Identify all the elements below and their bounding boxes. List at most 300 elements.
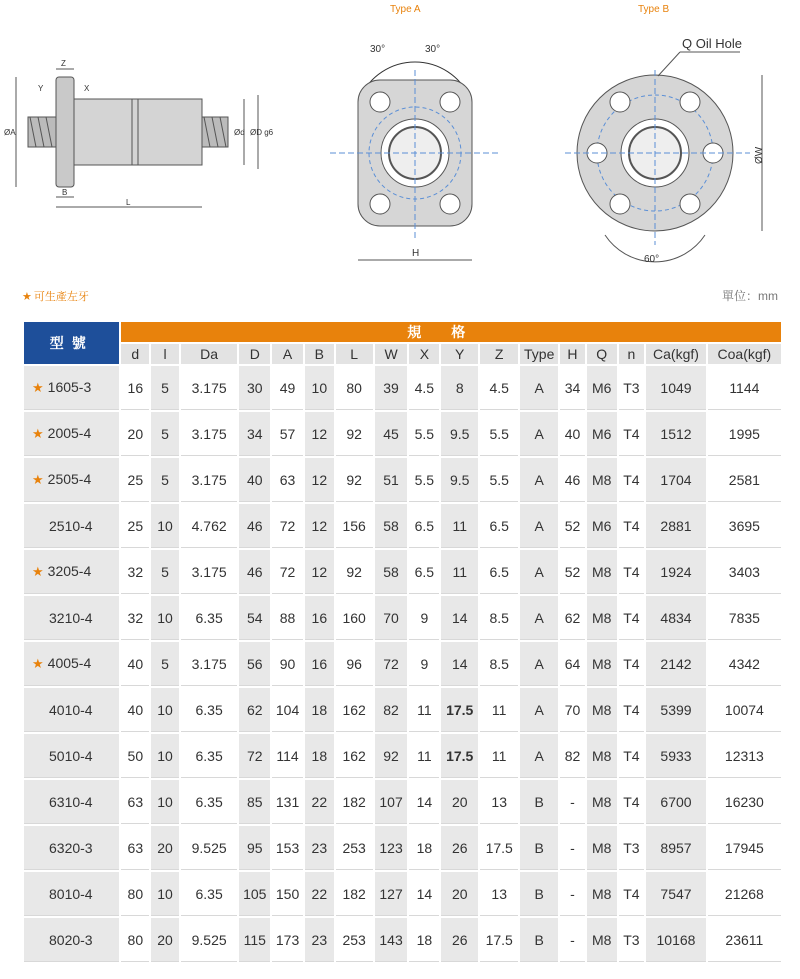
table-row: [24, 550, 781, 594]
spec-cell: 92: [336, 412, 373, 456]
model-cell: [24, 504, 119, 548]
left-thread-note-text: 可生產左牙: [33, 291, 89, 303]
table-row: [24, 872, 781, 916]
spec-cell: 82: [560, 734, 585, 778]
spec-cell: 10168: [646, 918, 706, 962]
model-number: 2505-4: [47, 471, 92, 487]
spec-cell: 104: [272, 688, 303, 732]
star-icon: ★: [32, 380, 44, 395]
spec-cell: 114: [272, 734, 303, 778]
column-header: n: [619, 344, 645, 364]
spec-cell: 3695: [708, 504, 781, 548]
spec-cell: 52: [560, 550, 585, 594]
column-header: Ca(kgf): [646, 344, 706, 364]
column-header: Z: [480, 344, 518, 364]
type-a-label: Type A: [390, 4, 421, 15]
spec-cell: 72: [272, 550, 303, 594]
unit-label: 單位：mm: [722, 289, 778, 303]
spec-cell: 23: [305, 918, 334, 962]
spec-cell: 143: [375, 918, 408, 962]
type-b-angle-label: 60°: [644, 254, 660, 265]
spec-cell: 5.5: [480, 458, 518, 502]
spec-cell: -: [560, 918, 585, 962]
spec-table: [22, 320, 783, 964]
column-header: Y: [441, 344, 478, 364]
spec-cell: 162: [336, 688, 373, 732]
spec-cell: T4: [619, 412, 645, 456]
spec-cell: M8: [587, 550, 617, 594]
column-header: X: [409, 344, 439, 364]
spec-cell: 107: [375, 780, 408, 824]
spec-cell: 11: [409, 734, 439, 778]
table-row: [24, 504, 781, 548]
column-header: Da: [181, 344, 237, 364]
spec-header: 規格: [121, 322, 781, 342]
spec-cell: 10: [151, 780, 179, 824]
spec-cell: 9.525: [181, 918, 237, 962]
spec-cell: M8: [587, 458, 617, 502]
spec-cell: 52: [560, 504, 585, 548]
spec-cell: M6: [587, 504, 617, 548]
spec-cell: 30: [239, 366, 270, 410]
spec-cell: 14: [409, 872, 439, 916]
spec-cell: 253: [336, 826, 373, 870]
column-header: H: [560, 344, 585, 364]
model-cell: [24, 596, 119, 640]
spec-cell: M6: [587, 412, 617, 456]
spec-cell: 5.5: [480, 412, 518, 456]
type-a-h-label: H: [412, 248, 420, 259]
spec-cell: 9.525: [181, 826, 237, 870]
model-cell: [24, 734, 119, 778]
dim-x-label: X: [84, 84, 90, 93]
model-cell: [24, 550, 119, 594]
spec-cell: M8: [587, 826, 617, 870]
spec-cell: 82: [375, 688, 408, 732]
dim-y-label: Y: [38, 84, 44, 93]
spec-cell: 1995: [708, 412, 781, 456]
spec-cell: 8.5: [480, 596, 518, 640]
spec-cell: 182: [336, 872, 373, 916]
star-icon: ★: [22, 291, 32, 303]
model-number: 2510-4: [49, 517, 93, 534]
table-row: [24, 734, 781, 778]
spec-cell: 9: [409, 642, 439, 686]
spec-cell: 9.5: [441, 412, 478, 456]
spec-cell: A: [520, 504, 558, 548]
spec-cell: 8: [441, 366, 478, 410]
spec-cell: 25: [121, 458, 149, 502]
spec-cell: T3: [619, 918, 645, 962]
column-header: Type: [520, 344, 558, 364]
spec-cell: 4342: [708, 642, 781, 686]
spec-cell: M8: [587, 734, 617, 778]
spec-cell: M8: [587, 872, 617, 916]
type-b-flange-drawing: [560, 30, 780, 270]
spec-cell: 64: [560, 642, 585, 686]
model-cell: [24, 458, 119, 502]
spec-cell: 2581: [708, 458, 781, 502]
spec-cell: 34: [560, 366, 585, 410]
spec-cell: 3.175: [181, 366, 237, 410]
table-row: [24, 688, 781, 732]
column-header: B: [305, 344, 334, 364]
spec-cell: 150: [272, 872, 303, 916]
spec-cell: 3.175: [181, 412, 237, 456]
spec-cell: -: [560, 780, 585, 824]
column-header: l: [151, 344, 179, 364]
column-header-row: [24, 344, 781, 364]
spec-cell: 40: [239, 458, 270, 502]
dim-phi-d-label: Ød: [234, 128, 245, 137]
model-cell: [24, 366, 119, 410]
spec-cell: 131: [272, 780, 303, 824]
spec-cell: 5.5: [409, 458, 439, 502]
dim-b-label: B: [62, 188, 68, 197]
spec-cell: 5: [151, 550, 179, 594]
table-body: [24, 366, 781, 962]
spec-cell: 17.5: [480, 918, 518, 962]
dim-z-label: Z: [61, 59, 66, 68]
spec-cell: A: [520, 642, 558, 686]
column-header: Q: [587, 344, 617, 364]
spec-cell: T4: [619, 550, 645, 594]
spec-cell: M8: [587, 642, 617, 686]
star-icon: ★: [32, 656, 44, 671]
spec-cell: 11: [441, 550, 478, 594]
spec-cell: M8: [587, 918, 617, 962]
spec-cell: 7547: [646, 872, 706, 916]
spec-cell: -: [560, 826, 585, 870]
spec-cell: 25: [121, 504, 149, 548]
spec-cell: 5: [151, 412, 179, 456]
spec-cell: 9: [409, 596, 439, 640]
spec-cell: 32: [121, 596, 149, 640]
spec-cell: 50: [121, 734, 149, 778]
spec-cell: 10074: [708, 688, 781, 732]
spec-cell: 1512: [646, 412, 706, 456]
spec-cell: 96: [336, 642, 373, 686]
spec-cell: 12: [305, 550, 334, 594]
spec-cell: 17945: [708, 826, 781, 870]
spec-cell: M8: [587, 688, 617, 732]
spec-cell: T4: [619, 780, 645, 824]
spec-cell: B: [520, 826, 558, 870]
spec-cell: T4: [619, 872, 645, 916]
spec-cell: 123: [375, 826, 408, 870]
spec-cell: 3.175: [181, 458, 237, 502]
spec-cell: 10: [151, 734, 179, 778]
spec-cell: 16: [305, 642, 334, 686]
table-row: [24, 412, 781, 456]
spec-cell: A: [520, 412, 558, 456]
spec-cell: T4: [619, 504, 645, 548]
model-cell: [24, 918, 119, 962]
model-cell: [24, 688, 119, 732]
model-number: 3205-4: [47, 563, 92, 579]
model-number: 8020-3: [49, 931, 93, 948]
spec-cell: B: [520, 918, 558, 962]
spec-cell: 160: [336, 596, 373, 640]
spec-cell: 92: [336, 550, 373, 594]
table-row: [24, 642, 781, 686]
table-row: [24, 458, 781, 502]
spec-cell: 4834: [646, 596, 706, 640]
spec-cell: 16: [305, 596, 334, 640]
spec-cell: 70: [560, 688, 585, 732]
spec-cell: 6.5: [409, 550, 439, 594]
type-a-flange-drawing: [320, 30, 510, 270]
spec-cell: A: [520, 734, 558, 778]
spec-cell: 17.5: [480, 826, 518, 870]
spec-cell: 57: [272, 412, 303, 456]
model-number: 8010-4: [49, 885, 93, 902]
spec-cell: 95: [239, 826, 270, 870]
spec-cell: 26: [441, 826, 478, 870]
spec-cell: 20: [151, 918, 179, 962]
spec-cell: 6.35: [181, 872, 237, 916]
spec-cell: -: [560, 872, 585, 916]
spec-cell: T4: [619, 596, 645, 640]
column-header: W: [375, 344, 408, 364]
spec-cell: 12: [305, 504, 334, 548]
spec-cell: A: [520, 596, 558, 640]
spec-cell: A: [520, 688, 558, 732]
spec-cell: 16: [121, 366, 149, 410]
spec-cell: 20: [151, 826, 179, 870]
model-cell: [24, 780, 119, 824]
spec-cell: 40: [560, 412, 585, 456]
spec-cell: T3: [619, 826, 645, 870]
spec-cell: 182: [336, 780, 373, 824]
spec-cell: 72: [272, 504, 303, 548]
spec-cell: 17.5: [441, 734, 478, 778]
spec-cell: 11: [480, 734, 518, 778]
spec-cell: 14: [441, 596, 478, 640]
spec-cell: 3403: [708, 550, 781, 594]
spec-cell: 253: [336, 918, 373, 962]
spec-cell: 8957: [646, 826, 706, 870]
type-a-angle-right: 30°: [425, 44, 441, 55]
spec-cell: 6700: [646, 780, 706, 824]
spec-cell: 92: [375, 734, 408, 778]
spec-cell: 2142: [646, 642, 706, 686]
star-icon: ★: [32, 564, 44, 579]
spec-cell: T4: [619, 458, 645, 502]
spec-cell: 80: [121, 918, 149, 962]
spec-cell: 5: [151, 642, 179, 686]
model-number: 2005-4: [47, 425, 92, 441]
spec-cell: M6: [587, 366, 617, 410]
spec-cell: 4.762: [181, 504, 237, 548]
spec-cell: 1704: [646, 458, 706, 502]
technical-drawings: [0, 0, 800, 275]
spec-cell: 18: [409, 918, 439, 962]
star-icon: ★: [32, 426, 44, 441]
spec-cell: 18: [409, 826, 439, 870]
spec-cell: 88: [272, 596, 303, 640]
spec-cell: 7835: [708, 596, 781, 640]
spec-cell: 26: [441, 918, 478, 962]
model-header: 型號: [24, 322, 119, 364]
spec-cell: 115: [239, 918, 270, 962]
spec-cell: 173: [272, 918, 303, 962]
spec-cell: 11: [409, 688, 439, 732]
spec-cell: 45: [375, 412, 408, 456]
spec-cell: 40: [121, 642, 149, 686]
spec-cell: 16230: [708, 780, 781, 824]
spec-cell: T3: [619, 366, 645, 410]
spec-cell: 10: [305, 366, 334, 410]
spec-cell: 21268: [708, 872, 781, 916]
spec-cell: 14: [441, 642, 478, 686]
spec-cell: 22: [305, 872, 334, 916]
spec-cell: 11: [480, 688, 518, 732]
column-header: L: [336, 344, 373, 364]
model-cell: [24, 412, 119, 456]
spec-cell: 10: [151, 596, 179, 640]
model-number: 3210-4: [49, 609, 93, 626]
spec-cell: 18: [305, 688, 334, 732]
model-cell: [24, 826, 119, 870]
dim-phi-a-label: ØA: [4, 128, 16, 137]
spec-cell: 5399: [646, 688, 706, 732]
spec-cell: 11: [441, 504, 478, 548]
spec-cell: 32: [121, 550, 149, 594]
type-a-angle-left: 30°: [370, 44, 386, 55]
spec-cell: 51: [375, 458, 408, 502]
spec-cell: 40: [121, 688, 149, 732]
spec-cell: 6.35: [181, 780, 237, 824]
model-number: 6310-4: [49, 793, 93, 810]
side-view-drawing: [0, 55, 280, 215]
dim-l-label: L: [126, 198, 131, 207]
spec-cell: 63: [272, 458, 303, 502]
spec-cell: 62: [560, 596, 585, 640]
spec-cell: 8.5: [480, 642, 518, 686]
spec-cell: 13: [480, 780, 518, 824]
spec-cell: B: [520, 780, 558, 824]
spec-cell: 46: [560, 458, 585, 502]
spec-cell: 6.5: [480, 504, 518, 548]
spec-cell: 12: [305, 412, 334, 456]
model-cell: [24, 872, 119, 916]
spec-cell: 20: [441, 872, 478, 916]
spec-cell: 162: [336, 734, 373, 778]
spec-cell: 5: [151, 366, 179, 410]
spec-cell: 20: [441, 780, 478, 824]
star-icon: ★: [32, 472, 44, 487]
spec-cell: A: [520, 550, 558, 594]
spec-cell: 10: [151, 688, 179, 732]
spec-cell: 63: [121, 826, 149, 870]
spec-cell: 62: [239, 688, 270, 732]
column-header: D: [239, 344, 270, 364]
spec-cell: T4: [619, 642, 645, 686]
spec-cell: 12: [305, 458, 334, 502]
spec-cell: 70: [375, 596, 408, 640]
spec-cell: 156: [336, 504, 373, 548]
spec-cell: 10: [151, 504, 179, 548]
model-number: 4010-4: [49, 701, 93, 718]
spec-cell: 5.5: [409, 412, 439, 456]
spec-cell: 6.35: [181, 596, 237, 640]
spec-cell: 56: [239, 642, 270, 686]
spec-cell: 1144: [708, 366, 781, 410]
spec-cell: B: [520, 872, 558, 916]
spec-cell: 72: [239, 734, 270, 778]
left-thread-note: [22, 288, 89, 304]
spec-cell: 49: [272, 366, 303, 410]
dim-phi-d-g6-label: ØD g6: [250, 128, 274, 137]
spec-cell: 63: [121, 780, 149, 824]
model-number: 4005-4: [47, 655, 92, 671]
spec-cell: 58: [375, 550, 408, 594]
spec-cell: 22: [305, 780, 334, 824]
column-header: A: [272, 344, 303, 364]
spec-cell: 105: [239, 872, 270, 916]
spec-cell: T4: [619, 734, 645, 778]
spec-cell: 46: [239, 550, 270, 594]
spec-cell: 80: [121, 872, 149, 916]
model-number: 1605-3: [47, 379, 92, 395]
spec-cell: 127: [375, 872, 408, 916]
spec-cell: 23611: [708, 918, 781, 962]
table-row: [24, 918, 781, 962]
spec-cell: 6.35: [181, 734, 237, 778]
spec-cell: 34: [239, 412, 270, 456]
spec-cell: 46: [239, 504, 270, 548]
spec-cell: 17.5: [441, 688, 478, 732]
spec-cell: 4.5: [409, 366, 439, 410]
spec-cell: 58: [375, 504, 408, 548]
spec-cell: 9.5: [441, 458, 478, 502]
type-b-oil-hole-label: Q Oil Hole: [682, 36, 742, 51]
spec-cell: T4: [619, 688, 645, 732]
spec-cell: 20: [121, 412, 149, 456]
table-row: [24, 826, 781, 870]
spec-cell: 5933: [646, 734, 706, 778]
spec-cell: A: [520, 366, 558, 410]
model-number: 6320-3: [49, 839, 93, 856]
spec-cell: 4.5: [480, 366, 518, 410]
spec-cell: 54: [239, 596, 270, 640]
column-header: Coa(kgf): [708, 344, 781, 364]
model-number: 5010-4: [49, 747, 93, 764]
spec-cell: M8: [587, 780, 617, 824]
table-row: [24, 366, 781, 410]
spec-cell: 5: [151, 458, 179, 502]
spec-cell: 12313: [708, 734, 781, 778]
spec-cell: M8: [587, 596, 617, 640]
spec-cell: 92: [336, 458, 373, 502]
column-header: d: [121, 344, 149, 364]
table-row: [24, 596, 781, 640]
spec-cell: 6.5: [409, 504, 439, 548]
spec-cell: 18: [305, 734, 334, 778]
spec-cell: 80: [336, 366, 373, 410]
spec-cell: 14: [409, 780, 439, 824]
spec-cell: 90: [272, 642, 303, 686]
type-b-label: Type B: [638, 4, 670, 15]
spec-cell: 3.175: [181, 642, 237, 686]
type-b-phi-w-label: ØW: [754, 146, 765, 164]
spec-cell: 153: [272, 826, 303, 870]
spec-cell: 6.5: [480, 550, 518, 594]
spec-cell: 3.175: [181, 550, 237, 594]
spec-cell: 6.35: [181, 688, 237, 732]
spec-cell: 2881: [646, 504, 706, 548]
